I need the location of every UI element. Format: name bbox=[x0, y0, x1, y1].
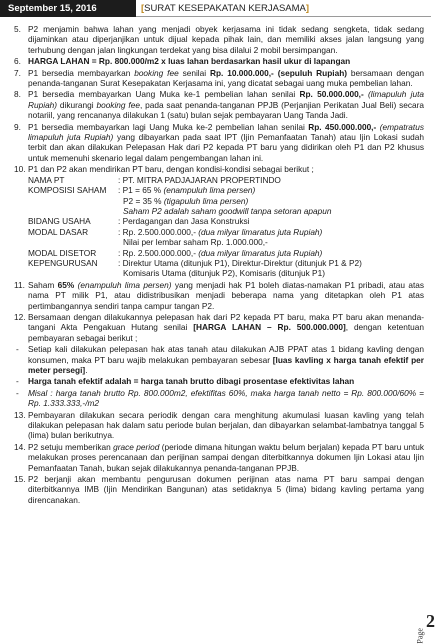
clause-text: P2 berjanji akan membantu pengurusan dokumen perijinan atas nama PT baru sampai dengan diterbitkannya IMB (Ijin Mendirikan Bangunan) atas setidaknya 5 (lima) bidang kavling pertama yang direncanakan. bbox=[28, 474, 424, 505]
term-booking-fee: booking fee bbox=[134, 67, 179, 78]
clause-11 bbox=[14, 280, 424, 311]
header-rule bbox=[136, 16, 431, 17]
term-value-text: : Rp. 2.500.000.000,- bbox=[118, 226, 199, 237]
clause-text: , dengan ketentuan pembayaran sebagai berikut ; bbox=[28, 322, 424, 343]
debt-amount: [HARGA LAHAN – Rp. 500.000.000] bbox=[193, 322, 346, 333]
clause-text: dikurangi bbox=[57, 99, 97, 110]
term-value-text: P2 = 35 % bbox=[123, 195, 164, 206]
clause-text: P1 dan P2 akan mendirikan PT baru, dengan kondisi-kondisi sebagai berikut ; bbox=[28, 164, 314, 175]
clause-10 bbox=[14, 164, 424, 278]
clause-15 bbox=[14, 474, 424, 505]
document-title: SURAT KESEPAKATAN KERJASAMA bbox=[144, 3, 306, 14]
term-label bbox=[28, 237, 118, 247]
percentage-words: (enampuluh lima persen) bbox=[77, 279, 172, 290]
amount: Rp. 50.000.000,- bbox=[299, 89, 364, 100]
bracket-close: ] bbox=[305, 3, 310, 14]
clause-9 bbox=[14, 122, 424, 164]
document-body bbox=[14, 24, 424, 506]
term-value: : Direktur Utama (ditunjuk P1), Direktur-Direktur (ditunjuk P1 & P2) bbox=[118, 257, 362, 268]
term-grace-period: grace period bbox=[113, 441, 160, 452]
clause-text: Harga tanah efektif adalah = harga tanah brutto dibagi prosentase efektivitas lahan bbox=[28, 376, 355, 387]
clause-number: 13. bbox=[14, 409, 26, 420]
payment-term-3 bbox=[14, 388, 424, 409]
term-value: : PT. MITRA PADJAJARAN PROPERTINDO bbox=[118, 174, 281, 185]
term-value-note: Saham P2 adalah saham goodwill tanpa setoran apapun bbox=[123, 205, 332, 216]
clause-5 bbox=[14, 24, 424, 55]
page-number bbox=[416, 611, 435, 644]
payment-term-2 bbox=[14, 376, 424, 386]
amount: Rp. 450.000.000,- bbox=[308, 121, 377, 132]
clause-12 bbox=[14, 312, 424, 343]
term-label bbox=[28, 196, 118, 206]
term-label: NAMA PT bbox=[28, 174, 65, 185]
header-title bbox=[141, 1, 309, 16]
payment-formula: [luas kavling x harga tanah efektif per meter persegi] bbox=[28, 354, 424, 375]
clause-number: 9. bbox=[14, 121, 21, 132]
bracket-open: [ bbox=[141, 3, 145, 14]
clause-14 bbox=[14, 442, 424, 473]
bullet-dash: - bbox=[16, 344, 19, 355]
clause-number: 8. bbox=[14, 89, 21, 100]
term-label bbox=[28, 206, 118, 216]
clause-text: Pembayaran dilakukan secara periodik dengan cara menghitung akumulasi luasan kavling yang telah dilakukan pelepasan hak dalam satu periode bulan berjalan, dan dibayarkan selambat-lambatnya tanggal 5 (lima) bulan berikutnya. bbox=[28, 409, 424, 441]
clause-text: . bbox=[85, 365, 88, 375]
percentage: 65% bbox=[57, 279, 75, 290]
term-value-note: (tigapuluh lima persen) bbox=[163, 195, 249, 206]
term-value-text: : P1 = 65 % bbox=[118, 185, 164, 196]
term-label: MODAL DISETOR bbox=[28, 247, 97, 258]
term-label: BIDANG USAHA bbox=[28, 216, 91, 227]
clause-text: Setiap kali dilakukan pelepasan hak atas tanah atau dilakukan AJB PPAT atas 1 bidang kavling dengan konsumen, maka PT baru wajib melakukan pembayaran sebesar bbox=[28, 344, 424, 365]
amount-words: (empatratus limapuluh juta Rupiah) bbox=[28, 121, 424, 143]
term-booking-fee: booking fee bbox=[96, 99, 140, 110]
clause-number: 12. bbox=[14, 311, 26, 322]
term-value-note: (dua milyar limaratus juta Rupiah) bbox=[198, 247, 323, 258]
clause-text: P1 bersedia membayarkan bbox=[28, 67, 135, 78]
clause-text: Bersamaan dengan dilakukannya pelepasan hak dari P2 kepada PT baru, maka PT baru akan menanda-tangani Akta Pengakuan Hutang senilai bbox=[28, 311, 424, 333]
clause-text: bersamaan dengan penanda-tanganan Surat Kesepakatan Kerjasama ini, yang dicatat sebagai uang muka pembelian lahan. bbox=[28, 67, 425, 89]
clause-number: 10. bbox=[14, 164, 26, 175]
clause-text: yang dibayarkan pada saat IPT (Ijin Pemanfaatan Tanah) atau Ijin Lokasi sudah terbit dan akan dilakukan Pelepasan Hak dari P2 kepada PT baru yang didirikan oleh P1 dan P2 khusus untuk memenuhi skenario legal dalam pengembangan lahan ini. bbox=[28, 132, 424, 163]
term-value bbox=[118, 185, 424, 195]
amount: Rp. 10.000.000,- (sepuluh Rupiah) bbox=[209, 67, 348, 78]
clause-text: Misal : harga tanah brutto Rp. 800.000m2, efektifitas 60%, maka harga tanah netto = Rp. 800.000/60% = Rp. 1.333.333,-/m2 bbox=[28, 387, 424, 409]
term-label: KEPENGURUSAN bbox=[28, 257, 98, 268]
bullet-dash: - bbox=[16, 376, 19, 387]
clause-number: 14. bbox=[14, 441, 26, 452]
clause-text: Saham bbox=[28, 279, 58, 290]
term-value bbox=[118, 248, 424, 258]
term-label: MODAL DASAR bbox=[28, 226, 89, 237]
payment-term-1 bbox=[14, 344, 424, 375]
page-number-value: 2 bbox=[426, 611, 435, 631]
clause-number: 11. bbox=[14, 279, 25, 290]
term-value: Komisaris Utama (ditunjuk P2), Komisaris (ditunjuk P1) bbox=[123, 268, 325, 279]
clause-7 bbox=[14, 68, 424, 89]
term-value: : Perdagangan dan Jasa Konstruksi bbox=[118, 216, 250, 227]
term-value-note: (dua milyar limaratus juta Rupiah) bbox=[198, 226, 323, 237]
clause-number: 7. bbox=[14, 67, 21, 78]
clause-text: senilai bbox=[178, 67, 210, 78]
term-value-text: : Rp. 2.500.000.000,- bbox=[118, 247, 199, 258]
clause-text: HARGA LAHAN = Rp. 800.000/m2 x luas lahan berdasarkan hasil ukur di lapangan bbox=[28, 56, 351, 67]
clause-text: P1 bersedia membayarkan Uang Muka ke-1 pembelian lahan senilai bbox=[28, 89, 300, 100]
header-date: September 15, 2016 bbox=[0, 0, 136, 17]
clause-13 bbox=[14, 410, 424, 441]
clause-number: 15. bbox=[14, 474, 26, 485]
clause-text: P1 bersedia membayarkan lagi Uang Muka ke-2 pembelian lahan senilai bbox=[28, 121, 309, 132]
clause-number: 5. bbox=[14, 24, 21, 34]
clause-text: P2 setuju memberikan bbox=[28, 441, 114, 452]
bullet-dash: - bbox=[16, 387, 19, 398]
term-value bbox=[118, 227, 424, 237]
clause-text: , pada saat penanda-tanganan PPJB (Perjanjian Perikatan Jual Beli) secara notariil, yang rencananya dilakukan 1 (satu) bulan sejak pembayaran Uang Tanda Jadi. bbox=[28, 99, 425, 121]
term-value: Nilai per lembar saham Rp. 1.000.000,- bbox=[123, 237, 268, 248]
clause-number: 6. bbox=[14, 56, 21, 67]
clause-8 bbox=[14, 89, 424, 120]
term-label: KOMPOSISI SAHAM bbox=[28, 185, 107, 196]
clause-6 bbox=[14, 56, 424, 66]
company-terms bbox=[28, 175, 424, 279]
page-label: Page bbox=[416, 628, 425, 644]
clause-text: P2 menjamin bahwa lahan yang menjadi obyek kerjasama ini tidak sedang sengketa, tidak sedang dijaminkan atau diperjanjikan untuk dijual kepada pihak lain, dan memiliki akses jalan langsung yang terhubung dengan jalan lingkungan terdekat yang bisa dilalui 2 mobil bersimpangan. bbox=[28, 24, 424, 55]
clause-text: (periode dimana hitungan waktu belum berjalan) kepada PT baru untuk melakukan proses perencanaan dan perijinan sampai dengan diterbitkannya dokumen Ijin Lokasi atau Ijin Pemanfaatan Tanah, bukan sejak dilakukannya penanda-tanganan PPJB. bbox=[28, 441, 425, 473]
amount-words: (limapuluh juta Rupiah) bbox=[28, 89, 424, 110]
term-value-note: (enampuluh lima persen) bbox=[163, 185, 256, 196]
term-label bbox=[28, 268, 118, 278]
term-value bbox=[118, 196, 424, 206]
clause-text: yang menjadi hak P1 boleh diatas-namakan P1 pribadi, atau atas nama PT milik P1, atau didistribusikan menjadi beberapa nama yang ditetapkan oleh P1 atas pertimbangannya sendiri tanpa campur tangan P2. bbox=[28, 279, 425, 311]
